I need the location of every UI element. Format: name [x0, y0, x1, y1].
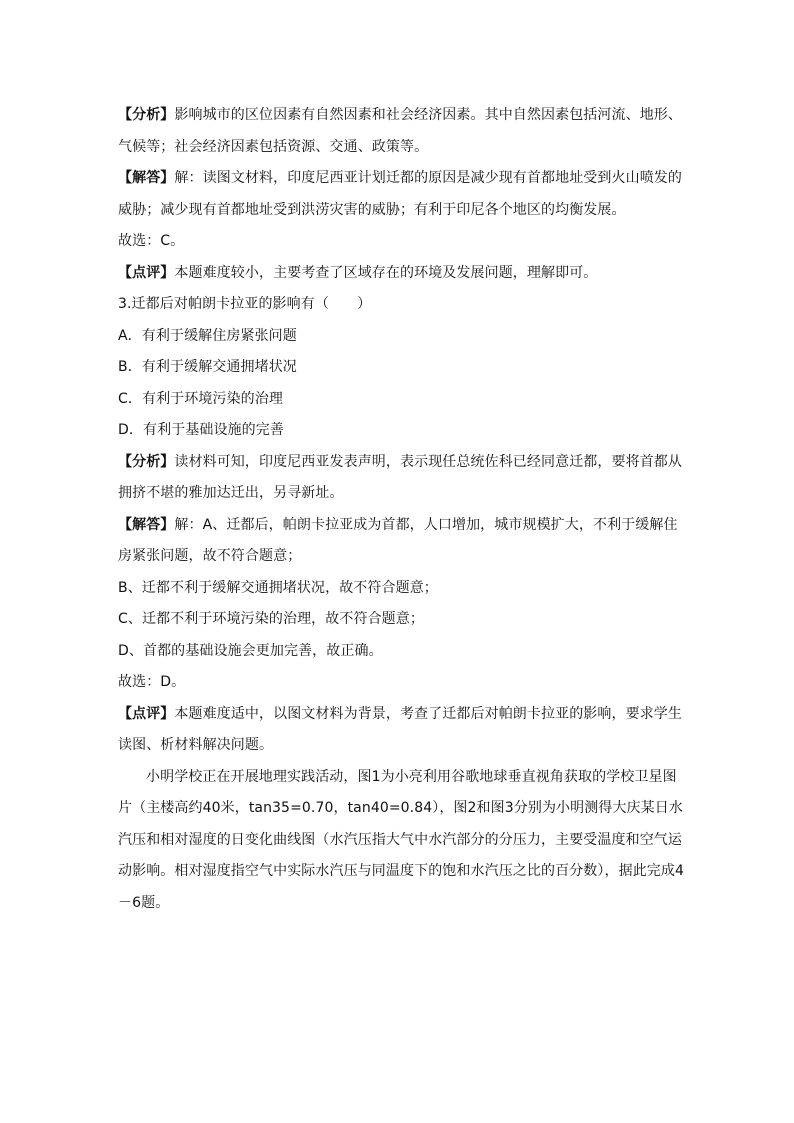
text-line: 【点评】本题难度适中，以图文材料为背景，考查了迁都后对帕朗卡拉亚的影响，要求学生	[118, 705, 683, 722]
passage-line: 汽压和相对湿度的日变化曲线图（水汽压指大气中水汽部分的分压力，主要受温度和空气运	[118, 831, 682, 848]
text-line: 拥挤不堪的雅加达迁出，另寻新址。	[118, 485, 344, 501]
text-line: 【分析】影响城市的区位因素有自然因素和社会经济因素。其中自然因素包括河流、地形、	[118, 107, 683, 123]
comment-tag: 【点评】	[118, 705, 175, 722]
comment-block	[118, 258, 684, 290]
text-line: 威胁；减少现有首都地址受到洪涝灾害的威胁；有利于印尼各个地区的均衡发展。	[118, 201, 626, 218]
selected-answer: 故选：C。	[118, 233, 185, 249]
option-a: A．有利于缓解住房紧张问题	[118, 327, 297, 344]
text-line: 【解答】解：A、迁都后，帕朗卡拉亚成为首都，人口增加，城市规模扩大，不利于缓解住	[118, 516, 678, 533]
analysis-tag: 【分析】	[118, 107, 175, 123]
option-c: C．有利于环境污染的治理	[118, 390, 283, 407]
reading-passage	[118, 762, 684, 920]
question-stem: 3.迁都后对帕朗卡拉亚的影响有（ ）	[118, 296, 372, 312]
document-body	[118, 100, 684, 919]
text-line: 气候等；社会经济因素包括资源、交通、政策等。	[118, 138, 429, 155]
answer-tag: 【解答】	[118, 516, 175, 533]
passage-line: 动影响。相对湿度指空气中实际水汽压与同温度下的饱和水汽压之比的百分数），据此完成4	[118, 863, 685, 879]
option-d: D．有利于基础设施的完善	[118, 422, 284, 438]
text-line: 【分析】读材料可知，印度尼西亚发表声明，表示现任总统佐科已经同意迁都，要将首都从	[118, 453, 683, 470]
answer-b-explanation: B、迁都不利于缓解交通拥堵状况，故不符合题意；	[118, 579, 438, 596]
analysis-block	[118, 447, 684, 510]
text-line: 读图、析材料解决问题。	[118, 737, 274, 753]
comment-tag: 【点评】	[118, 264, 175, 281]
analysis-tag: 【分析】	[118, 453, 175, 470]
text-line: 房紧张问题，故不符合题意；	[118, 548, 302, 564]
option-b: B．有利于缓解交通拥堵状况	[118, 359, 297, 375]
answer-d-explanation: D、首都的基础设施会更加完善，故正确。	[118, 642, 383, 659]
answer-tag: 【解答】	[118, 170, 175, 186]
analysis-block	[118, 100, 684, 163]
answer-c-explanation: C、迁都不利于环境污染的治理，故不符合题意；	[118, 611, 424, 627]
comment-block	[118, 699, 684, 762]
text-line: 【解答】解：读图文材料，印度尼西亚计划迁都的原因是减少现有首都地址受到火山喷发的	[118, 170, 683, 186]
passage-line: 片（主楼高约40米，tan35=0.70，tan40=0.84），图2和图3分别为小明测得大庆某日水	[118, 800, 683, 816]
passage-line: －6题。	[118, 894, 170, 911]
answer-block	[118, 510, 684, 573]
passage-line: 小明学校正在开展地理实践活动，图1为小亮利用谷歌地球垂直视角获取的学校卫星图	[146, 768, 677, 785]
text-line: 【点评】本题难度较小，主要考查了区域存在的环境及发展问题，理解即可。	[118, 264, 598, 281]
answer-block	[118, 163, 684, 226]
selected-answer: 故选：D。	[118, 674, 186, 690]
